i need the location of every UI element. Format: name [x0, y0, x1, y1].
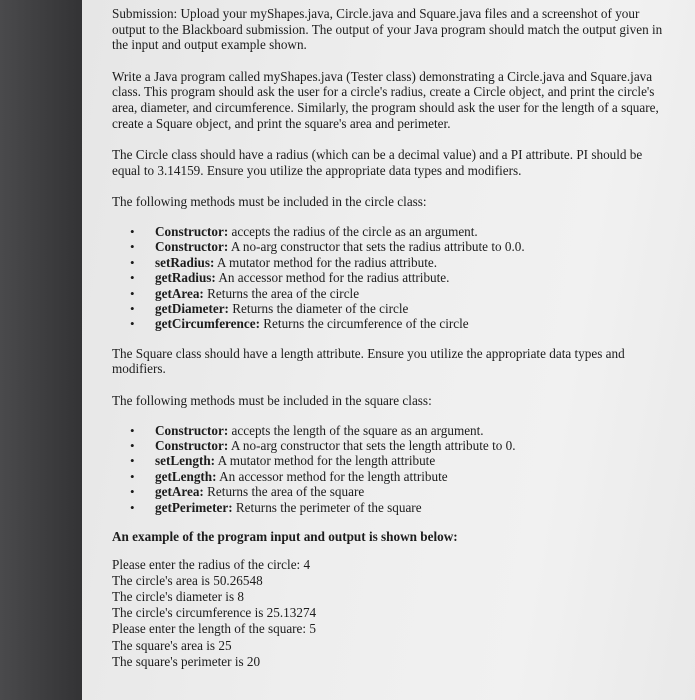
output-line: Please enter the length of the square: 5 — [112, 621, 316, 637]
method-term: Constructor: — [155, 422, 229, 438]
square-methods-list — [112, 423, 672, 515]
document-page — [82, 0, 695, 700]
list-item — [112, 270, 672, 285]
list-item — [112, 423, 672, 438]
output-line: The circle's diameter is 8 — [112, 589, 244, 604]
output-line: The square's area is 25 — [112, 637, 232, 653]
list-item — [112, 316, 672, 331]
square-methods-intro: The following methods must be included in the square class: — [112, 392, 432, 408]
method-desc: accepts the radius of the circle as an argument. — [228, 223, 478, 239]
method-term: getDiameter: — [155, 300, 229, 316]
method-term: setRadius: — [155, 254, 215, 270]
intro-paragraph: Write a Java program called myShapes.java (Tester class) demonstrating a Circle.java and Square.java class. This program should ask the user for a circle's radius, create a Circle object, and print the circle's area, diameter, and circumference. Similarly, the program should ask the user for the length of a square, create a Square object, and print the square's area and perimeter. — [112, 68, 659, 131]
method-desc: A mutator method for the radius attribute. — [214, 254, 438, 270]
list-item — [112, 484, 672, 499]
circle-methods-intro: The following methods must be included in the circle class: — [112, 194, 427, 210]
method-term: getArea: — [155, 285, 204, 301]
list-item — [112, 469, 672, 484]
output-line: The square's perimeter is 20 — [112, 653, 261, 669]
list-item — [112, 239, 672, 254]
list-item — [112, 500, 672, 515]
example-heading: An example of the program input and output is shown below: — [112, 529, 458, 544]
method-term: getLength: — [155, 468, 217, 484]
list-item — [112, 301, 672, 316]
list-item — [112, 224, 672, 239]
square-attributes-paragraph: The Square class should have a length attribute. Ensure you utilize the appropriate data types and modifiers. — [112, 345, 625, 377]
list-item — [112, 438, 672, 453]
assignment-text — [112, 6, 672, 670]
method-term: setLength: — [155, 453, 216, 469]
output-line: The circle's area is 50.26548 — [112, 572, 263, 588]
method-term: Constructor: — [155, 223, 229, 239]
method-term: Constructor: — [155, 437, 229, 453]
screen-bezel — [0, 0, 82, 700]
method-desc: A no-arg constructor that sets the length attribute to 0. — [228, 437, 516, 453]
list-item — [112, 255, 672, 270]
method-term: getArea: — [155, 484, 204, 500]
method-desc: A mutator method for the length attribute — [215, 453, 436, 469]
example-output — [112, 557, 672, 670]
method-desc: Returns the diameter of the circle — [228, 300, 409, 316]
output-line: The circle's circumference is 25.13274 — [112, 605, 317, 621]
method-term: getPerimeter: — [155, 499, 233, 515]
method-desc: Returns the area of the circle — [203, 285, 360, 301]
method-desc: Returns the circumference of the circle — [259, 316, 469, 332]
circle-methods-list — [112, 224, 672, 332]
method-desc: accepts the length of the square as an argument. — [228, 422, 484, 438]
output-line: Please enter the radius of the circle: 4 — [112, 556, 311, 572]
list-item — [112, 286, 672, 301]
method-term: Constructor: — [155, 239, 229, 255]
method-term: getCircumference: — [155, 316, 260, 332]
submission-paragraph: Submission: Upload your myShapes.java, Circle.java and Square.java files and a screenshot of your output to the Blackboard submission. The output of your Java program should match the output given in the input and output example shown. — [112, 6, 663, 53]
list-item — [112, 453, 672, 468]
method-desc: An accessor method for the radius attribute. — [215, 270, 450, 286]
method-desc: Returns the perimeter of the square — [232, 499, 422, 515]
method-desc: Returns the area of the square — [203, 484, 365, 500]
circle-attributes-paragraph: The Circle class should have a radius (which can be a decimal value) and a PI attribute. PI should be equal to 3.14159. Ensure you utilize the appropriate data types and modifiers. — [112, 147, 643, 178]
method-term: getRadius: — [155, 270, 216, 286]
method-desc: A no-arg constructor that sets the radius attribute to 0.0. — [228, 239, 525, 255]
method-desc: An accessor method for the length attribute — [216, 468, 448, 484]
